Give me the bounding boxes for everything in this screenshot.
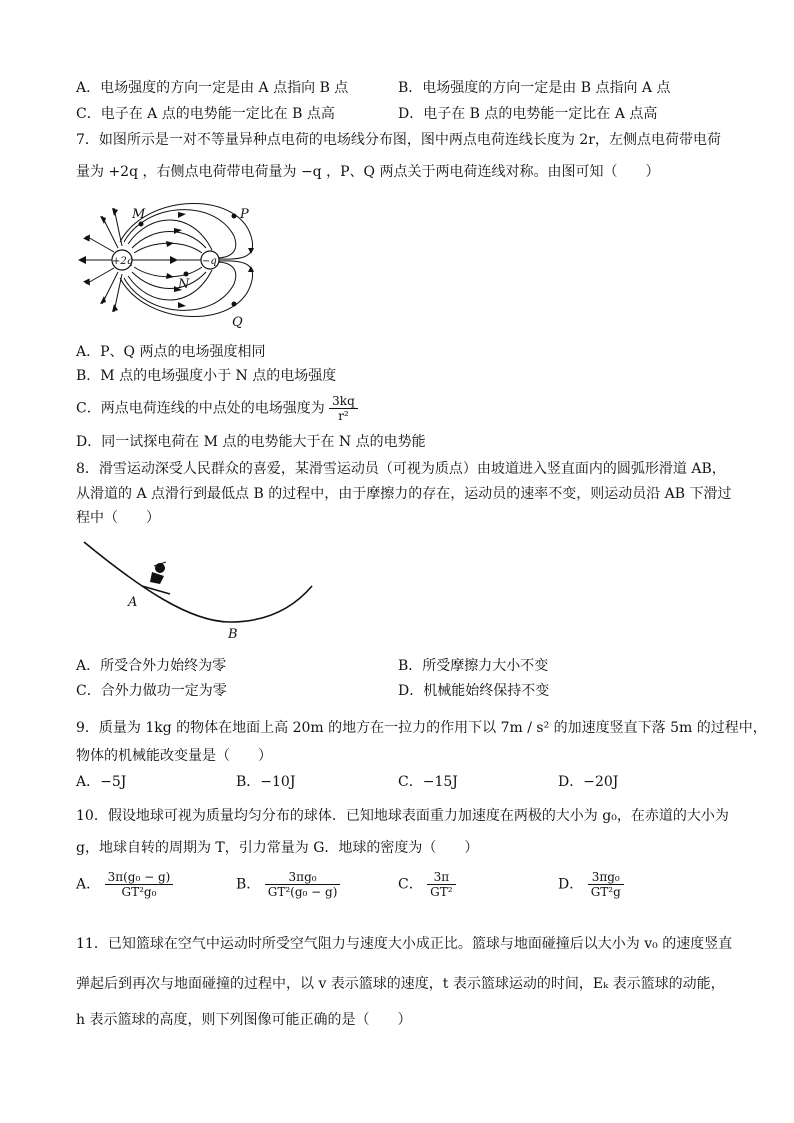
q10-stem-line2: g，地球自转的周期为 T，引力常量为 G．地球的密度为（ ） bbox=[76, 840, 479, 856]
q10-option-b[interactable]: B． $\frac{\text{3πg₀}}{\text{GT²(g₀ − g)}}$ bbox=[236, 870, 340, 899]
q10-option-a-fraction: $\frac{\text{3π(g₀ − g)}}{\text{GT²g₀}}$ bbox=[105, 870, 174, 899]
q6-option-d[interactable]: D．电子在 B 点的电势能一定比在 A 点高 bbox=[398, 106, 658, 122]
q11-stem-line2: 弹起后到再次与地面碰撞的过程中，以 v 表示篮球的速度，t 表示篮球运动的时间，Eₖ 表示篮球的动能， bbox=[76, 976, 725, 992]
q6-option-b[interactable]: B．电场强度的方向一定是由 B 点指向 A 点 bbox=[398, 80, 671, 96]
q7-stem-line2: 量为 +2q ，右侧点电荷带电荷量为 −q ，P、Q 两点关于两电荷连线对称。由图可知（ ） bbox=[76, 164, 660, 180]
point-q-label: Q bbox=[232, 315, 243, 330]
q9-stem-line2: 物体的机械能改变量是（ ） bbox=[76, 748, 272, 764]
q7-electric-field-figure bbox=[74, 196, 274, 334]
q8-option-b[interactable]: B．所受摩擦力大小不变 bbox=[398, 658, 549, 674]
q10-option-c-fraction: $\frac{3\pi}{\text{GT²}}$ bbox=[427, 870, 455, 899]
q6-option-a[interactable]: A．电场强度的方向一定是由 A 点指向 B 点 bbox=[76, 80, 349, 96]
q8-option-a[interactable]: A．所受合外力始终为零 bbox=[76, 658, 227, 674]
q10-option-c[interactable]: C． $\frac{3\pi}{\text{GT²}}$ bbox=[398, 870, 456, 899]
q10-option-d-fraction: $\frac{\text{3πg₀}}{\text{GT²g}}$ bbox=[588, 870, 624, 899]
q8-option-c[interactable]: C．合外力做功一定为零 bbox=[76, 683, 227, 699]
q7-option-c[interactable] bbox=[76, 394, 358, 423]
q7-stem-line1: 7．如图所示是一对不等量异种点电荷的电场线分布图，图中两点电荷连线长度为 2r，左侧点电荷带电荷 bbox=[76, 132, 721, 148]
q9-option-a[interactable]: A．−5J bbox=[76, 774, 127, 790]
q7-option-a[interactable]: A．P、Q 两点的电场强度相同 bbox=[76, 344, 266, 360]
q7-option-b[interactable]: B．M 点的电场强度小于 N 点的电场强度 bbox=[76, 368, 337, 384]
q8-stem-line1: 8．滑雪运动深受人民群众的喜爱，某滑雪运动员（可视为质点）由坡道进入竖直面内的圆弧形滑道 AB， bbox=[76, 461, 726, 477]
q8-option-d[interactable]: D．机械能始终保持不变 bbox=[398, 683, 550, 699]
q10-stem-line1: 10．假设地球可视为质量均匀分布的球体．已知地球表面重力加速度在两极的大小为 g₀，在赤道的大小为 bbox=[76, 808, 729, 824]
right-charge-label: −q bbox=[202, 256, 217, 267]
q10-option-b-fraction: $\frac{\text{3πg₀}}{\text{GT²(g₀ − g)}}$ bbox=[265, 870, 341, 899]
q7-option-d[interactable]: D．同一试探电荷在 M 点的电势能大于在 N 点的电势能 bbox=[76, 434, 426, 450]
q9-stem-line1: 9．质量为 1kg 的物体在地面上高 20m 的地方在一拉力的作用下以 7m / s² 的加速度竖直下落 5m 的过程中， bbox=[76, 720, 767, 736]
q8-stem-line2: 从滑道的 A 点滑行到最低点 B 的过程中，由于摩擦力的存在，运动员的速率不变，则运动员沿 AB 下滑过 bbox=[76, 486, 732, 502]
q11-stem-line3: h 表示篮球的高度，则下列图像可能正确的是（ ） bbox=[76, 1012, 412, 1028]
q7-option-c-text: C．两点电荷连线的中点处的电场强度为 bbox=[76, 400, 325, 417]
q11-stem-line1: 11．已知篮球在空气中运动时所受空气阻力与速度大小成正比。篮球与地面碰撞后以大小为 v₀ 的速度竖直 bbox=[76, 936, 733, 952]
q9-option-d[interactable]: D．−20J bbox=[558, 774, 619, 790]
q8-stem-line3: 程中（ ） bbox=[76, 510, 160, 526]
left-charge-label: +2q bbox=[112, 256, 134, 267]
point-b-label: B bbox=[228, 627, 238, 642]
point-p-label: P bbox=[240, 207, 249, 222]
q9-option-c[interactable]: C．−15J bbox=[398, 774, 458, 790]
q9-option-b[interactable]: B．−10J bbox=[236, 774, 296, 790]
q10-option-d[interactable]: D． $\frac{\text{3πg₀}}{\text{GT²g}}$ bbox=[558, 870, 624, 899]
q8-ski-track-figure bbox=[80, 538, 320, 642]
q7-option-c-fraction: $\frac{3kq}{\text{r²}}$ bbox=[329, 394, 358, 423]
q6-option-c[interactable]: C．电子在 A 点的电势能一定比在 B 点高 bbox=[76, 106, 335, 122]
q10-option-a[interactable]: A． $\frac{\text{3π(g₀ − g)}}{\text{GT²g₀}}$ bbox=[76, 870, 173, 899]
point-n-label: N bbox=[178, 277, 190, 292]
point-a-label: A bbox=[128, 595, 138, 610]
point-m-label: M bbox=[132, 207, 146, 222]
